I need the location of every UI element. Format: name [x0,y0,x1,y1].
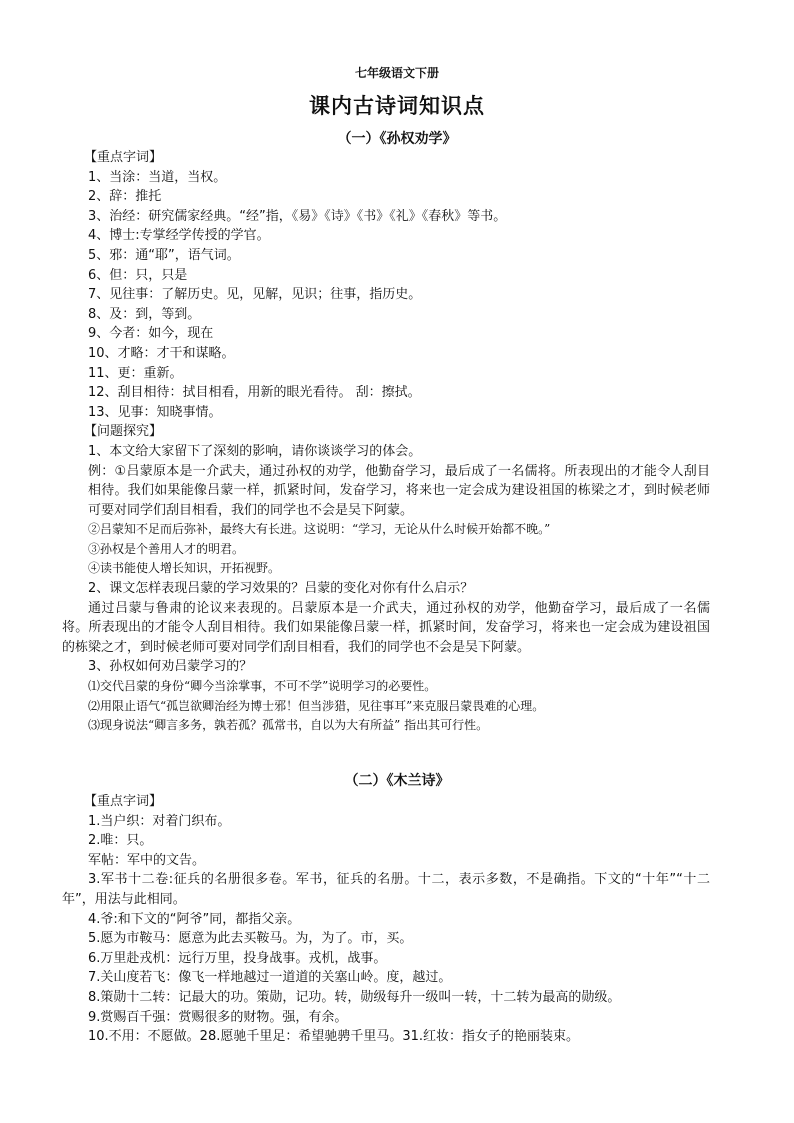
key-words-heading: 【重点字词】 [84,150,163,165]
list-item: ④读书能使人增长知识，开拓视野。 [88,561,281,576]
list-item: ③孙权是个善用人才的明君。 [88,541,245,556]
grade-label: 七年级语文下册 [354,66,439,80]
section-sunquan-body [62,148,710,736]
list-item: 9.赏赐百千强：赏赐很多的财物。强，有余。 [88,1009,348,1025]
list-item: ⑵用限止语气“孤岂欲卿治经为博士邪！但当涉猎，见往事耳”来克服吕蒙畏难的心理。 [88,698,545,713]
question-heading: 【问题探究】 [84,424,163,440]
list-item: ⑶现身说法“卿言多务，孰若孤？孤常书，自以为大有所益” 指出其可行性。 [88,718,489,733]
list-item: 7.关山度若飞：像飞一样地越过一道道的关塞山岭。度，越过。 [88,970,452,986]
question-1: 1、本文给大家留下了深刻的影响，请你谈谈学习的体会。 [88,443,422,459]
list-item: ②吕蒙知不足而后弥补，最终大有长进。这说明：“学习，无论从什么时候开始都不晚。” [88,522,551,537]
list-item: 军帖：军中的文告。 [88,852,206,868]
list-item: 1、当涂：当道，当权。 [88,169,227,185]
list-item: 2.唯：只。 [88,833,153,849]
key-words-heading: 【重点字词】 [84,794,163,809]
list-item: 11、更：重新。 [88,365,183,381]
list-item: 8、及：到，等到。 [88,306,201,322]
list-item: 3、治经：研究儒家经典。“经”指，《易》《诗》《书》《礼》《春秋》等书。 [88,208,507,224]
list-item: 12、刮目相待：拭目相看，用新的眼光看待。 刮：擦拭。 [88,385,421,401]
list-item: 4、博士:专掌经学传授的学官。 [88,228,270,244]
list-item: 7、见往事：了解历史。见，见解，见识；往事，指历史。 [88,287,422,303]
question-2: 2、课文怎样表现吕蒙的学习效果的？吕蒙的变化对你有什么启示？ [88,581,474,597]
list-item: ⑴交代吕蒙的身份“卿今当涂掌事，不可不学”说明学习的必要性。 [88,679,437,694]
list-item: 13、见事：知晓事情。 [88,404,222,420]
list-item: 2、辞：推托 [88,189,162,205]
list-item: 6、但：只，只是 [88,267,188,283]
list-item: 1.当户织：对着门织布。 [88,813,231,829]
section-mulan-body [62,792,710,1047]
list-item: 3.军书十二卷:征兵的名册很多卷。军书，征兵的名册。十二，表示多数，不是确指。下文的“十年”“十二年”，用法与此相同。 [62,872,710,907]
list-item: 6.万里赴戎机：远行万里，投身战事。戎机，战事。 [88,950,387,966]
list-item: 5、邪：通“耶”，语气词。 [88,247,240,263]
section-title-mulan: （二）《木兰诗》 [344,773,450,789]
list-item: 8.策勋十二转：记最大的功。策勋，记功。转，勋级每升一级叫一转，十二转为最高的勋级。 [88,989,621,1005]
list-item: 10.不用：不愿做。28.愿驰千里足：希望驰骋千里马。31.红妆：指女子的艳丽装束。 [88,1029,580,1045]
page-title: 课内古诗词知识点 [309,94,485,118]
question-1-answer: 例：①吕蒙原本是一介武夫，通过孙权的劝学，他勤奋学习，最后成了一名儒将。所表现出的才能令人刮目相待。我们如果能像吕蒙一样，抓紧时间，发奋学习，将来也一定会成为建设祖国的栋梁之才，到时候老师可要对同学们刮目相看，我们的同学也不会是吴下阿蒙。 [88,463,710,518]
question-3: 3、孙权如何劝吕蒙学习的？ [88,659,253,675]
list-item: 10、才略：才干和谋略。 [88,345,235,361]
list-item: 4.爷:和下文的“阿爷”同，都指父亲。 [88,911,301,927]
question-2-answer: 通过吕蒙与鲁肃的论议来表现的。吕蒙原本是一介武夫，通过孙权的劝学，他勤奋学习，最后成了一名儒将。所表现出的才能令人刮目相待。我们如果能像吕蒙一样，抓紧时间，发奋学习，将来也一定会成为建设祖国的栋梁之才，到时候老师可要对同学们刮目相看，我们的同学也不会是吴下阿蒙。 [62,600,710,655]
list-item: 9、今者：如今，现在 [88,326,214,342]
list-item: 5.愿为市鞍马：愿意为此去买鞍马。为，为了。市，买。 [88,931,413,947]
section-title-sunquan: （一）《孙权劝学》 [337,131,457,147]
